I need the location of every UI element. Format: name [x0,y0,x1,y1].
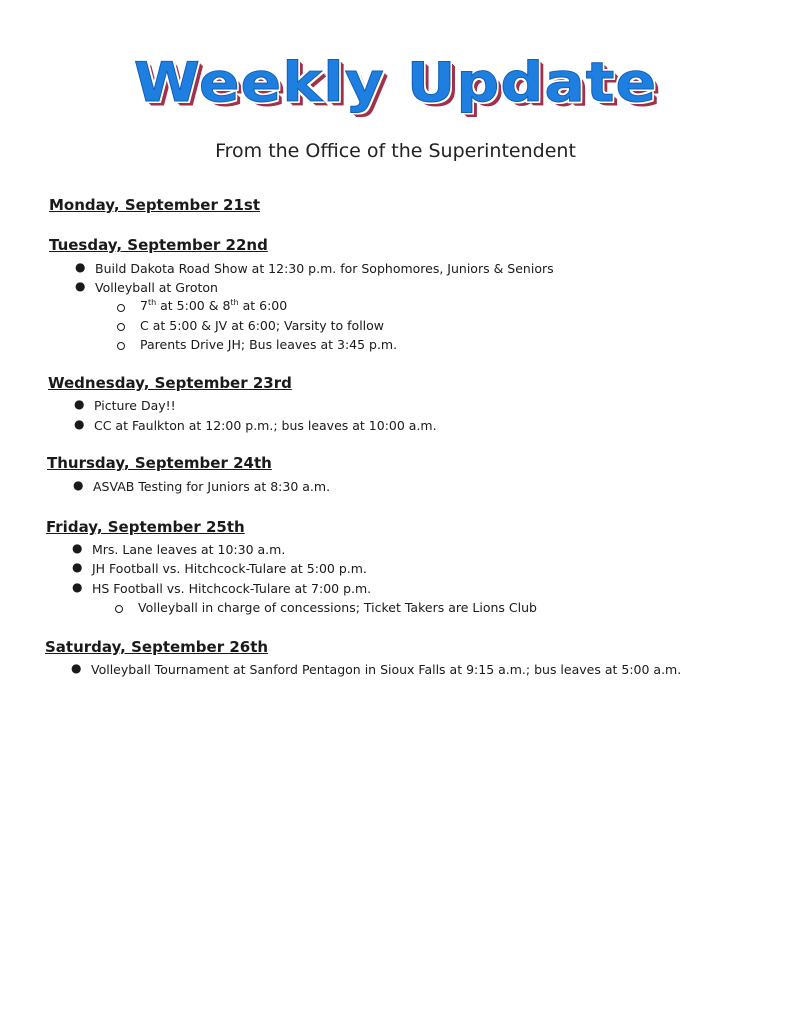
list-item: C at 5:00 & JV at 6:00; Varsity to follow [140,318,385,333]
day-heading-saturday: Saturday, September 26th [45,638,269,656]
list-item: JH Football vs. Hitchcock-Tulare at 5:00 p.m. [92,561,367,576]
day-heading-tuesday: Tuesday, September 22nd [49,236,268,254]
bullet-icon: ● [75,279,86,293]
list-item: Volleyball in charge of concessions; Ticket Takers are Lions Club [138,600,537,615]
list-item: Picture Day!! [94,398,176,413]
day-heading-wednesday: Wednesday, September 23rd [48,374,292,392]
day-heading-monday: Monday, September 21st [49,196,261,214]
bullet-icon: ● [72,541,83,555]
list-item: CC at Faulkton at 12:00 p.m.; bus leaves at 10:00 a.m. [94,418,437,433]
sub-bullet-icon [117,323,125,331]
title-banner [0,48,791,118]
list-item: Parents Drive JH; Bus leaves at 3:45 p.m. [140,337,398,352]
bullet-icon: ● [75,260,86,274]
list-item: Volleyball Tournament at Sanford Pentagon in Sioux Falls at 9:15 a.m.; bus leaves at 5:00 a.m. [91,662,682,677]
day-heading-friday: Friday, September 25th [46,518,245,536]
list-item: Volleyball at Groton [95,280,218,295]
page-title: Weekly Update [133,51,658,115]
page-subtitle: From the Office of the Superintendent [215,140,576,162]
bullet-icon: ● [73,478,84,492]
bullet-icon: ● [72,580,83,594]
list-item: Build Dakota Road Show at 12:30 p.m. for Sophomores, Juniors & Seniors [95,261,554,276]
bullet-icon: ● [74,417,85,431]
sub-bullet-icon [117,342,125,350]
bullet-icon: ● [74,397,85,411]
day-heading-thursday: Thursday, September 24th [47,454,272,472]
list-item: 7th at 5:00 & 8th at 6:00 [140,297,288,313]
bullet-icon: ● [71,661,82,675]
list-item: Mrs. Lane leaves at 10:30 a.m. [92,542,286,557]
sub-bullet-icon [115,605,123,613]
list-item: ASVAB Testing for Juniors at 8:30 a.m. [93,479,331,494]
bullet-icon: ● [72,560,83,574]
sub-bullet-icon [117,304,125,312]
list-item: HS Football vs. Hitchcock-Tulare at 7:00 p.m. [92,581,372,596]
